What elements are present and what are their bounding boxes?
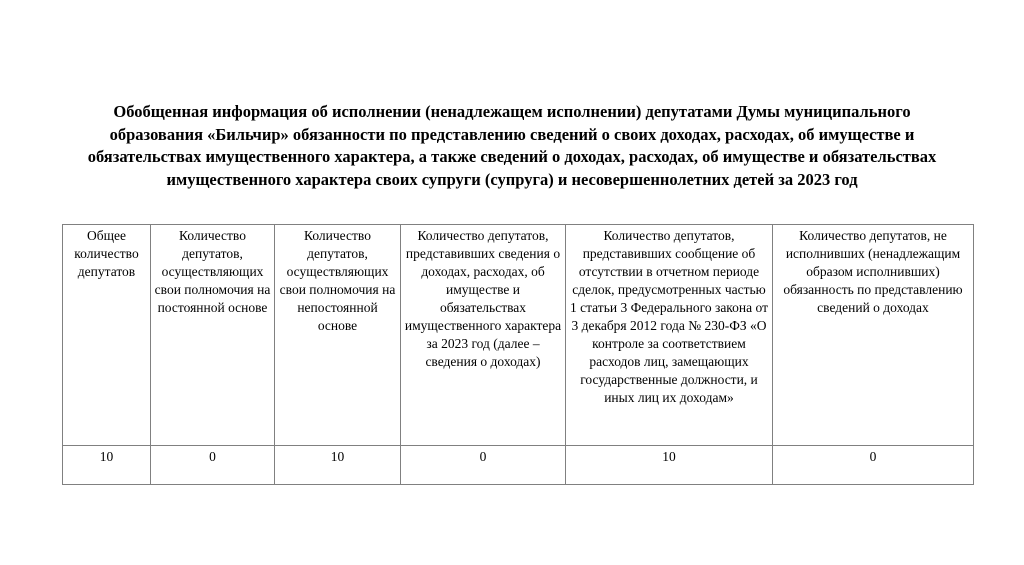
header-deputies-reported-no-transactions: Количество депутатов, представивших сообщение об отсутствии в отчетном периоде сделок, предусмотренных частью 1 статьи 3 Федерального закона от 3 декабря 2012 года № 230-ФЗ «О контроле за соответствием расходов лиц, замещающих государственные должности, и иных лиц их доходам» (566, 225, 773, 446)
deputies-income-report-table (62, 224, 974, 485)
header-deputies-nonpermanent-basis: Количество депутатов, осуществляющих свои полномочия на непостоянной основе (275, 225, 401, 446)
value-total-deputies: 10 (63, 446, 151, 485)
value-deputies-nonpermanent-basis: 10 (275, 446, 401, 485)
table-data-row (63, 446, 974, 485)
value-deputies-failed-duty: 0 (773, 446, 974, 485)
header-deputies-failed-duty: Количество депутатов, не исполнивших (ненадлежащим образом исполнивших) обязанность по представлению сведений о доходах (773, 225, 974, 446)
header-total-deputies: Общее количество депутатов (63, 225, 151, 446)
value-deputies-submitted-income-info: 0 (401, 446, 566, 485)
table-header-row (63, 225, 974, 446)
header-deputies-submitted-income-info: Количество депутатов, представивших сведения о доходах, расходах, об имуществе и обязательствах имущественного характера за 2023 год (далее – сведения о доходах) (401, 225, 566, 446)
header-deputies-permanent-basis: Количество депутатов, осуществляющих свои полномочия на постоянной основе (151, 225, 275, 446)
value-deputies-permanent-basis: 0 (151, 446, 275, 485)
value-deputies-reported-no-transactions: 10 (566, 446, 773, 485)
document-title: Обобщенная информация об исполнении (ненадлежащем исполнении) депутатами Думы муниципального образования «Бильчир» обязанности по представлению сведений о своих доходах, расходах, об имуществе и обязательствах имущественного характера, а также сведений о доходах, расходах, об имуществе и обязательствах имущественного характера своих супруги (супруга) и несовершеннолетних детей за 2023 год (87, 102, 937, 189)
